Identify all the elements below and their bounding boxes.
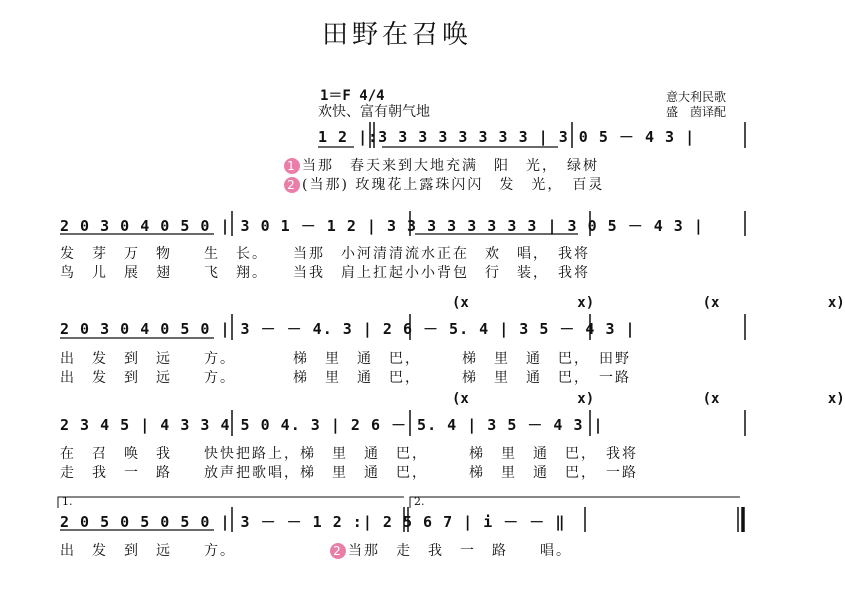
notation-row-2: 2 0 3 0 4 0 5 0 | 3 0 1 － 1 2 | 3 3 3 3 3 3 3 3 | 3 0 5 － 4 3 |	[60, 217, 704, 235]
lyric-row-3-verse-1: 出 发 到 远 方。 梯 里 通 巴， 梯 里 通 巴， 田野	[60, 351, 631, 367]
lyric-row-5-verse-2	[330, 540, 572, 560]
verse-number-badge: 2	[284, 177, 300, 193]
lyric-row-4-verse-2: 走 我 一 路 放声把歌唱，梯 里 通 巴， 梯 里 通 巴， 一路	[60, 465, 638, 481]
notation-row-3: 2 0 3 0 4 0 5 0 | 3 － － 4. 3 | 2 6 － 5. 4 | 3 5 － 4 3 |	[60, 320, 636, 338]
lyric-text: 当那 走 我 一 路 唱。	[348, 543, 572, 559]
key-signature: 1＝F 4/4	[320, 88, 385, 104]
lyric-row-2-verse-1: 发 芽 万 物 生 长。 当那 小河清清流水正在 欢 唱， 我将	[60, 246, 590, 262]
notation-row-1: 1 2 |:3 3 3 3 3 3 3 3 | 3 0 5 － 4 3 |	[318, 128, 696, 146]
clap-marks-row-4: (x x) (x x)	[452, 391, 845, 407]
verse-number-badge: 1	[284, 158, 300, 174]
volta-label-2: 2.	[414, 495, 425, 508]
lyric-row-3-verse-2: 出 发 到 远 方。 梯 里 通 巴， 梯 里 通 巴， 一路	[60, 370, 631, 386]
verse-number-badge: 2	[330, 543, 346, 559]
lyric-row-4-verse-1: 在 召 唤 我 快快把路上，梯 里 通 巴， 梯 里 通 巴， 我将	[60, 446, 638, 462]
lyric-row-1-verse-1	[284, 155, 599, 175]
tempo-marking: 欢快、富有朝气地	[318, 104, 430, 120]
notation-row-5: 2 0 5 0 5 0 5 0 | 3 － － 1 2 :| 2 5 6 7 | i － － ‖	[60, 513, 566, 531]
notation-row-4: 2 3 4 5 | 4 3 3 4 5 0 4. 3 | 2 6 － 5. 4 | 3 5 － 4 3 |	[60, 416, 604, 434]
volta-bracket-2	[410, 497, 740, 508]
lyric-text: 当那 春天来到大地充满 阳 光， 绿树	[302, 158, 599, 174]
song-origin: 意大利民歌	[666, 90, 727, 104]
clap-marks-row-3: (x x) (x x)	[452, 295, 845, 311]
volta-bracket-1	[58, 497, 404, 508]
lyric-text: (当那) 玫瑰花上露珠闪闪 发 光， 百灵	[302, 177, 605, 193]
volta-label-1: 1.	[62, 495, 73, 508]
lyric-row-1-verse-2	[284, 174, 604, 194]
page-title: 田野在召唤	[321, 20, 472, 50]
arranger-credit: 盛 茵译配	[666, 105, 727, 119]
lyric-row-5-verse-1: 出 发 到 远 方。	[60, 543, 236, 559]
lyric-row-2-verse-2: 鸟 儿 展 翅 飞 翔。 当我 肩上扛起小小背包 行 装， 我将	[60, 265, 590, 281]
